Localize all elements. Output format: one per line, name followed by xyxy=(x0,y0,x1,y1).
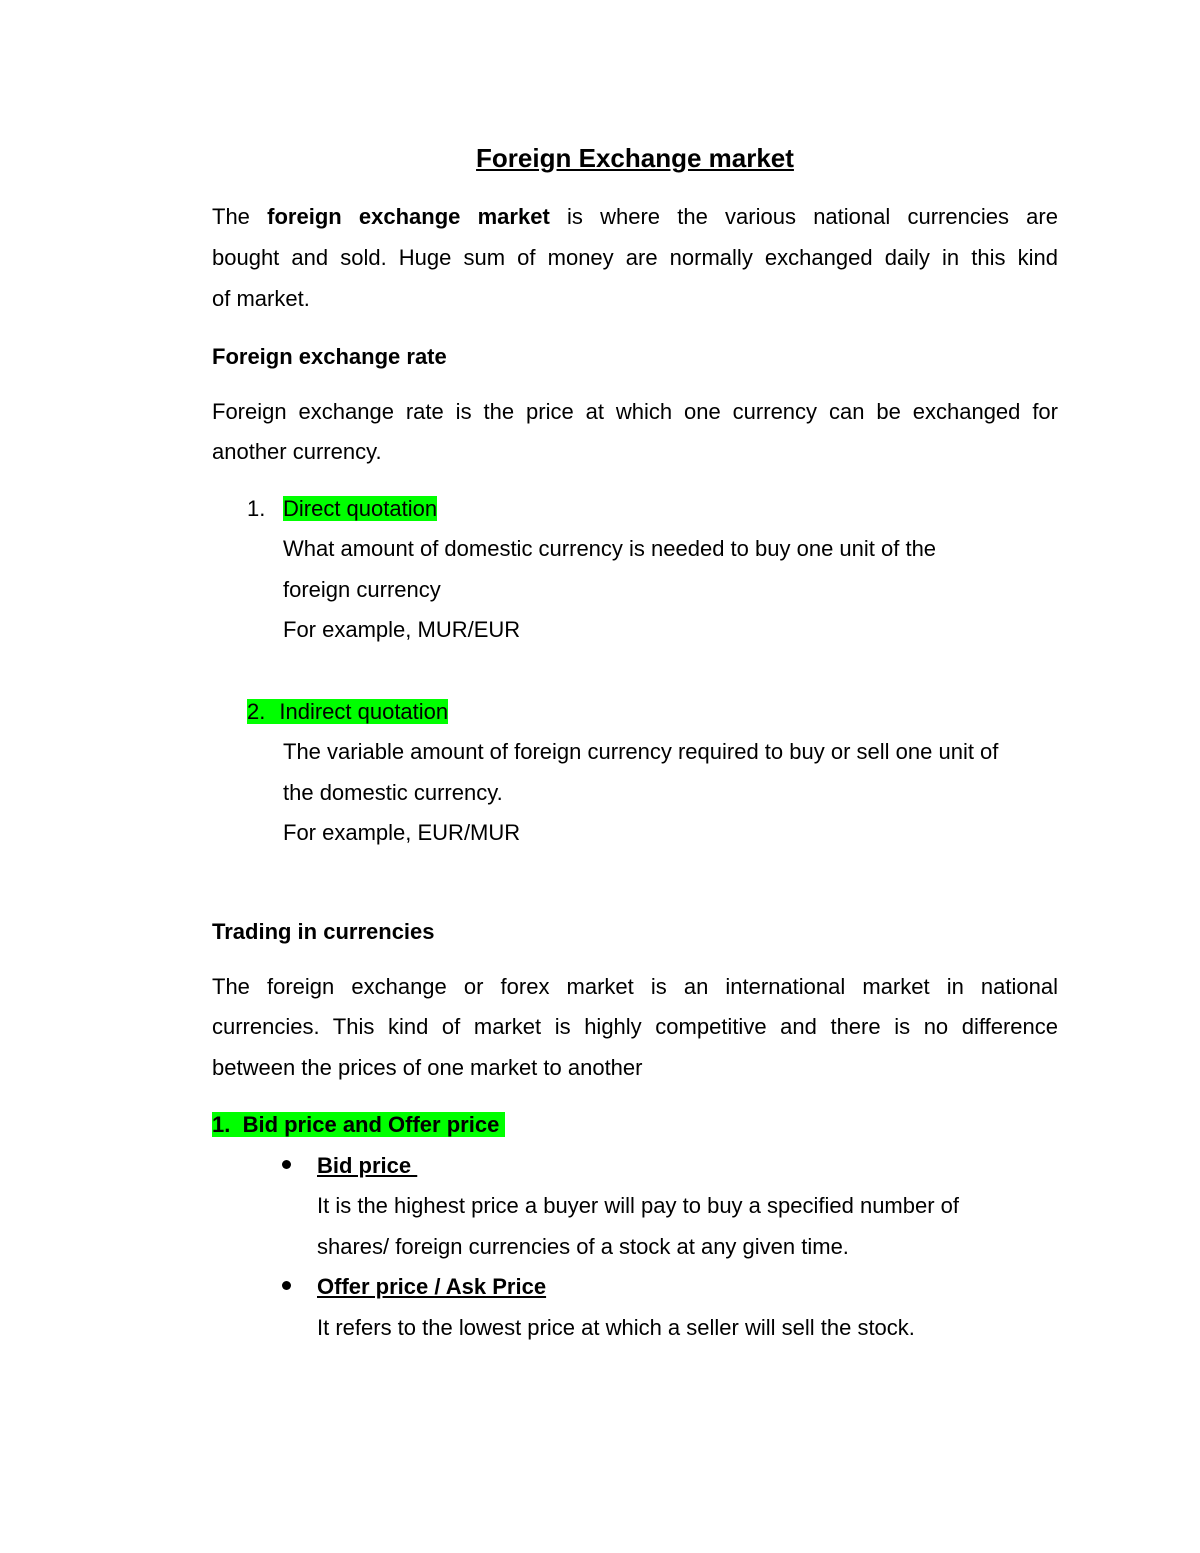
trading-line-2: currencies. This kind of market is highly competitive and there is no difference xyxy=(212,1014,1058,1039)
bullet-dot xyxy=(282,1281,291,1290)
direct-desc-line-2: foreign currency xyxy=(283,577,441,602)
offer-desc-line-1: It refers to the lowest price at which a seller will sell the stock. xyxy=(317,1315,915,1340)
page-title: Foreign Exchange market xyxy=(476,143,794,173)
rate-line-1: Foreign exchange rate is the price at which one currency can be exchanged for xyxy=(212,399,1058,424)
highlighted-subheading: 1. Bid price and Offer price xyxy=(212,1112,506,1137)
list-item-label-direct xyxy=(283,494,437,524)
list-number-2: 2. xyxy=(247,699,266,724)
intro-line-2: bought and sold. Huge sum of money are normally exchanged daily in this kind xyxy=(212,245,1058,270)
bid-desc-line-1: It is the highest price a buyer will pay to buy a specified number of xyxy=(317,1193,960,1218)
highlighted-label: Direct quotation xyxy=(283,496,438,521)
trading-line-1: The foreign exchange or forex market is an international market in national xyxy=(212,974,1058,999)
bullet-title-bid: Bid price xyxy=(317,1153,418,1178)
list-item-label-indirect: Indirect quotation xyxy=(279,699,449,724)
intro-line-1-rest: is where the various national currencies are xyxy=(549,204,1058,229)
list-item-indirect xyxy=(247,697,448,727)
highlighted-label xyxy=(247,699,448,724)
subheading-bid-offer xyxy=(212,1110,505,1140)
bid-desc-line-2: shares/ foreign currencies of a stock at any given time. xyxy=(317,1234,849,1259)
indirect-desc-line-1: The variable amount of foreign currency required to buy or sell one unit of xyxy=(283,739,999,764)
trading-line-3: between the prices of one market to another xyxy=(212,1055,643,1080)
direct-example: For example, MUR/EUR xyxy=(283,617,521,642)
intro-lead: The xyxy=(212,204,268,229)
intro-bold-term: foreign exchange market xyxy=(267,204,550,229)
section-heading-rate: Foreign exchange rate xyxy=(212,344,447,369)
section-heading-trading: Trading in currencies xyxy=(212,919,435,944)
intro-line-3: of market. xyxy=(212,286,310,311)
direct-desc-line-1: What amount of domestic currency is needed to buy one unit of the xyxy=(283,536,937,561)
bullet-title-offer: Offer price / Ask Price xyxy=(317,1274,547,1299)
indirect-example: For example, EUR/MUR xyxy=(283,820,521,845)
rate-line-2: another currency. xyxy=(212,439,382,464)
list-number-1: 1. xyxy=(247,496,266,521)
indirect-desc-line-2: the domestic currency. xyxy=(283,780,503,805)
bullet-dot xyxy=(282,1160,291,1169)
